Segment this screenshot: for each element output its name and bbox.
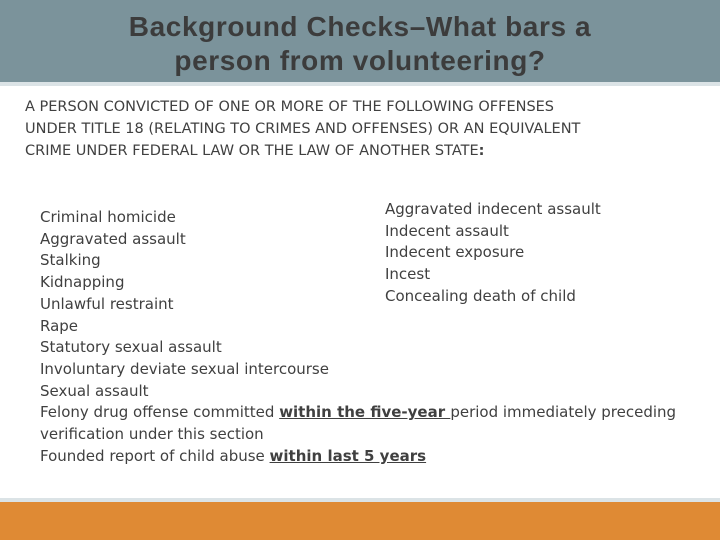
offense-item: Aggravated assault: [40, 229, 186, 248]
intro-line-2: UNDER TITLE 18 (RELATING TO CRIMES AND OFFENSES) OR AN EQUIVALENT: [25, 121, 581, 137]
founded-prefix: Founded report of child abuse: [40, 446, 270, 465]
founded-emphasis: within last 5 years: [269, 446, 427, 465]
offense-item: Concealing death of child: [385, 286, 576, 305]
offense-item: Criminal homicide: [40, 208, 176, 226]
footer-bar: [0, 502, 720, 540]
offense-item: Statutory sexual assault: [40, 338, 222, 357]
intro-statement: [25, 96, 705, 162]
intro-line-3: CRIME UNDER FEDERAL LAW OR THE LAW OF ANOTHER STATE: [25, 143, 479, 159]
felony-prefix: Felony drug offense committed: [40, 403, 280, 422]
offense-item: Indecent assault: [385, 221, 509, 240]
slide-title: [0, 10, 720, 78]
title-bar: [0, 0, 720, 86]
intro-line-1: A PERSON CONVICTED OF ONE OR MORE OF THE FOLLOWING OFFENSES: [25, 99, 555, 115]
felony-suffix-2: verification under this section: [40, 425, 264, 444]
offense-item: Involuntary deviate sexual intercourse: [40, 359, 329, 378]
felony-emphasis: within the five-year: [279, 403, 451, 422]
offense-item: Rape: [40, 316, 79, 335]
offense-item: Sexual assault: [40, 381, 149, 400]
offense-item: Unlawful restraint: [40, 294, 174, 313]
slide-title-line-2: person from volunteering?: [174, 45, 546, 76]
slide-title-line-1: Background Checks–What bars a: [128, 11, 592, 42]
offense-item-child-abuse: [40, 446, 712, 468]
offense-item-felony-drug: [40, 402, 712, 445]
offense-item: Kidnapping: [40, 273, 125, 292]
intro-colon: :: [478, 143, 485, 159]
offense-list-right: [385, 199, 705, 308]
offense-item: Stalking: [40, 251, 101, 270]
offense-item: Aggravated indecent assault: [385, 200, 601, 218]
felony-suffix-1: period immediately preceding: [450, 403, 677, 422]
offense-item: Indecent exposure: [385, 243, 525, 262]
offense-item: Incest: [385, 265, 431, 284]
